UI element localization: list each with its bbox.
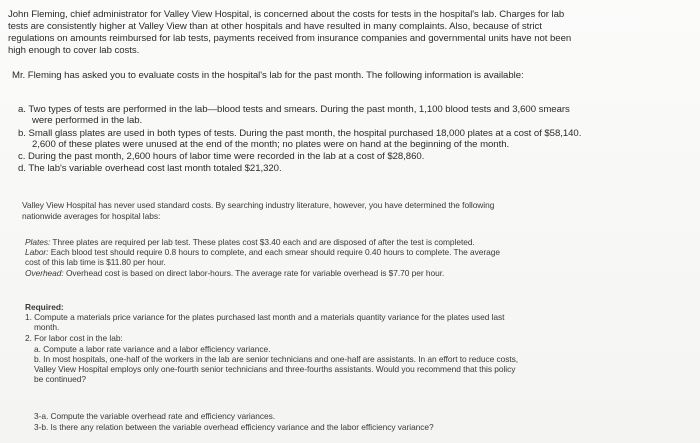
required-2b-line-3: be continued? (34, 374, 86, 384)
required-heading: Required: (25, 302, 64, 312)
plates-standard (25, 237, 475, 247)
fact-a-line-1: a. Two types of tests are performed in the lab—blood tests and smears. During the past month, 1,100 blood tests and 3,600 smears (18, 104, 570, 115)
overhead-label: Overhead: (25, 268, 64, 278)
intro-paragraph-2: Mr. Fleming has asked you to evaluate costs in the hospital's lab for the past month. The following information is available: (12, 70, 524, 81)
fact-b-line-1: b. Small glass plates are used in both types of tests. During the past month, the hospital purchased 18,000 plates at a cost of $58,140. (18, 128, 582, 139)
labor-standard-line-2: cost of this lab time is $11.80 per hour. (25, 257, 166, 267)
fact-d: d. The lab's variable overhead cost last month totaled $21,320. (18, 163, 282, 174)
intro-line-4: high enough to cover lab costs. (8, 45, 140, 56)
intro-line-1: John Fleming, chief administrator for Valley View Hospital, is concerned about the costs for tests in the hospital's lab. Charges for lab (8, 9, 565, 20)
labor-label: Labor: (25, 247, 49, 257)
required-2b-line-1: b. In most hospitals, one-half of the workers in the lab are senior technicians and one-half are assistants. In an effort to reduce costs, (34, 354, 519, 364)
required-2: 2. For labor cost in the lab: (25, 333, 123, 343)
plates-text: Three plates are required per lab test. These plates cost $3.40 each and are disposed of after the test is completed. (52, 237, 475, 247)
required-2a: a. Compute a labor rate variance and a labor efficiency variance. (34, 344, 271, 354)
required-3a: 3-a. Compute the variable overhead rate and efficiency variances. (34, 411, 276, 421)
intro-line-3: regulations on amounts reimbursed for lab tests, payments received from insurance companies and governmental units have not been (8, 33, 572, 44)
required-1-line-2: month. (34, 322, 60, 332)
labor-standard (25, 247, 500, 257)
required-3b: 3-b. Is there any relation between the variable overhead efficiency variance and the labor efficiency variance? (34, 422, 434, 432)
standards-intro-line-2: nationwide averages for hospital labs: (22, 211, 161, 221)
required-2b-line-2: Valley View Hospital employs only one-fourth senior technicians and three-fourths assistants. Would you recommend that this policy (34, 364, 516, 374)
required-1-line-1: 1. Compute a materials price variance for the plates purchased last month and a materials quantity variance for the plates used last (25, 312, 505, 322)
standards-intro-line-1: Valley View Hospital has never used standard costs. By searching industry literature, however, you have determined the following (22, 200, 495, 210)
fact-c: c. During the past month, 2,600 hours of labor time were recorded in the lab at a cost of $28,860. (18, 151, 425, 162)
overhead-standard (25, 268, 444, 278)
fact-b-line-2: 2,600 of these plates were unused at the end of the month; no plates were on hand at the beginning of the month. (32, 139, 510, 150)
overhead-text: Overhead cost is based on direct labor-hours. The average rate for variable overhead is $7.70 per hour. (65, 268, 445, 278)
intro-line-2: tests are consistently higher at Valley View than at other hospitals and have resulted in many complaints. Also, because of strict (8, 21, 542, 32)
labor-text: Each blood test should require 0.8 hours to complete, and each smear should require 0.40 hours to complete. The average (50, 247, 500, 257)
fact-a-line-2: were performed in the lab. (32, 115, 143, 126)
plates-label: Plates: (25, 237, 51, 247)
